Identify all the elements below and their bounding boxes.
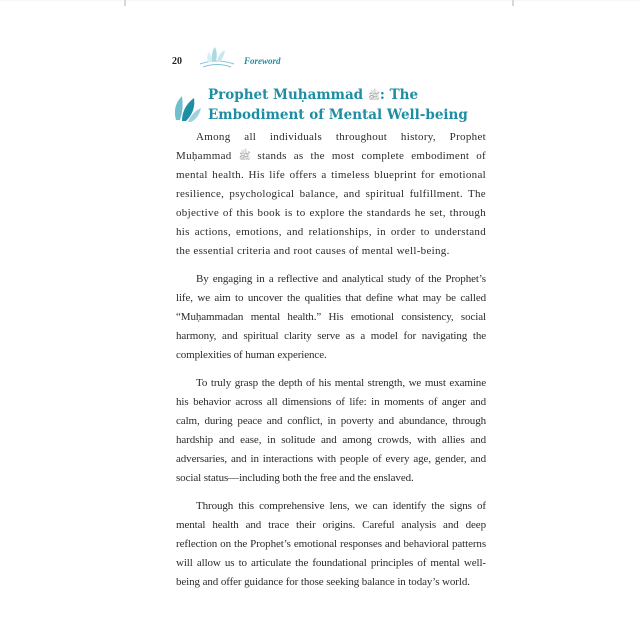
- honorific-symbol-inline: ﷺ: [238, 151, 251, 162]
- paragraph-4: Through this comprehensive lens, we can identify the signs of mental health and trace their origins. Careful analysis and deep reflection on the Prophet’s emotional responses and behavioral patterns will allow us to articulate the foundational principles of mental well-being and offer guidance for those seeking balance in today’s world.: [176, 500, 486, 588]
- paragraph-1-end: stands as the most complete embodiment of mental health. His life offers a timeless blueprint for emotional resilience, psychological balance, and spiritual fulfillment. The objective of this book is to explore the standards he set, through his actions, emotions, and relationships, in order to understand the essential criteria and root causes of mental well-being.: [176, 150, 487, 257]
- page-top-edge: [0, 0, 640, 2]
- running-head: Foreword: [244, 56, 281, 66]
- body-text: [176, 128, 486, 601]
- ornament-icon: [194, 44, 240, 72]
- edge-mark-left: [124, 0, 126, 6]
- page-header: [172, 44, 472, 72]
- honorific-symbol: ﷺ: [367, 91, 380, 102]
- paragraph-3: To truly grasp the depth of his mental strength, we must examine his behavior across all dimensions of life: in moments of anger and calm, during peace and conflict, in poverty and abundance, through hardship and ease, in solitude and among crowds, with allies and adversaries, and in interactions with people of every age, gender, and social status—including both the free and the enslaved.: [176, 377, 486, 484]
- heading-text-part1: Prophet Muḥammad: [208, 87, 368, 103]
- heading-text-part2: : The Embodiment of Mental Well-being: [208, 87, 468, 123]
- leaf-icon: [172, 90, 202, 124]
- edge-mark-right: [512, 0, 514, 6]
- paragraph-2: By engaging in a reflective and analytical study of the Prophet’s life, we aim to uncover the qualities that define what may be called “Muḥammadan mental health.” His emotional consistency, social harmony, and spiritual clarity serve as a model for navigating the complexities of human experience.: [176, 273, 486, 361]
- section-heading: [208, 86, 478, 125]
- paragraph-1: [176, 128, 486, 261]
- paragraph-1-start: Among all individuals throughout history, Prophet Muḥammad: [176, 131, 486, 162]
- page-number: 20: [172, 56, 182, 67]
